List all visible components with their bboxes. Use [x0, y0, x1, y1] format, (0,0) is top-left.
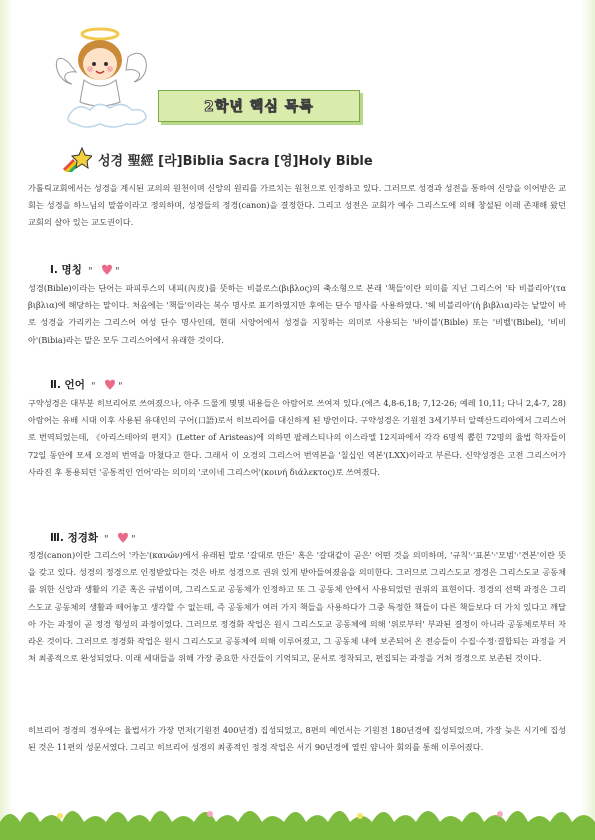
section-3-header — [50, 530, 138, 545]
right-border-decoration — [581, 0, 595, 840]
section-3-body-2: 히브리어 정경의 경우에는 율법서가 가장 먼저(기원전 400년경) 집성되었고, 8편의 예언서는 기원전 180년경에 집성되었으며, 가장 늦은 시기에 집성된 것은 11편의 성문서였다. 그리고 히브리어 성경의 최종적인 정경 작업은 서기 90년경에 열린 얌니아 회의를 통해 이루어졌다. — [28, 725, 566, 753]
svg-text:": " — [90, 380, 96, 392]
section-3-body: 정경(canon)이란 그리스어 '카논'(κανών)에서 유래된 말로 '갈대로 만든' 혹은 '갈대같이 곧은' 어떤 것을 의미하며, '규칙'·'표본'·'모범'·'견본'이란 뜻을 갖고 있다. 성경의 정경으로 인정받았다는 것은 바로 성경으로 권위 있게 받아들여졌음을 의미한다. 그러므로 그리스도교 정경은 그리스도교 공동체를 위한 신앙과 생활의 기준 혹은 규범이며, 그리스도교 공동체가 인정하고 또 그 공동체 안에서 사용되었던 권위의 표현이다. 정경의 선택 과정은 그리스도교 공동체의 생활과 떼어놓고 생각할 수 없는데, 즉 공동체가 여러 가지 책들을 사용하다가 그중 특정한 책들이 다른 책들보다 더 가치 있다고 깨달아 가는 과정이 곧 정경 형성의 과정이었다. 그러므로 정경화 작업은 원시 그리스도교 공동체에 의해 '위로부터' 부과된 결정이 아니라 공동체로부터 자라온 것이다. 그러므로 정경화 작업은 원시 그리스도교 공동체에 의해 이루어졌고, 그 공동체 내에 보존되어 온 전승들이 수집·수정·결합되는 과정을 거쳐 최종적으로 완성되었다. 미래 세대들을 위해 가장 중요한 사건들이 기억되고, 문서로 정착되고, 편집되는 과정을 거쳐 정경으로 보존된 것이다. — [28, 550, 566, 664]
page-title: 2학년 핵심 목록 — [204, 99, 314, 115]
section-2-header — [50, 377, 125, 392]
section-1-title: Ⅰ. 명칭 — [50, 264, 82, 276]
svg-text:": " — [104, 533, 109, 545]
section-2-body: 구약성경은 대부분 히브리어로 쓰여졌으나, 아주 드물게 몇몇 내용들은 아람어로 쓰여져 있다.(에즈 4,8-6,18; 7,12-26; 예레 10,11; 다니 2,4-7, 28) 아람어는 유배 시대 이후 사용된 유대인의 구어(口語)로서 히브리어를 대신하게 된 방언이다. 구약성경은 기원전 3세기부터 알렉산드리아에서 그리스어로 번역되었는데, 《아리스테아의 편지》(Letter of Aristeas)에 의하면 팔레스티나의 이스라엘 12지파에서 각각 6명씩 뽑힌 72명의 율법 학자들이 72일 동안에 모세 오경의 번역을 마쳤다고 한다. 그래서 이 오경의 그리스어 번역본을 '칠십인 역본'(LXX)이라고 부른다. 신약성경은 고전 그리스어가 사라진 후 통용되던 '공통적인 언어'라는 의미의 '코이네 그리스어'(κοινή διάλεκτος)로 쓰여졌다. — [28, 398, 566, 477]
svg-text:": " — [131, 533, 136, 545]
section-1-header — [50, 262, 122, 277]
svg-text:": " — [114, 265, 120, 277]
left-border-decoration — [0, 0, 14, 840]
heart-icon — [104, 531, 138, 545]
shooting-star-icon — [62, 146, 92, 172]
intro-paragraph: 가톨릭교회에서는 성경을 계시된 교의의 원천이며 신앙의 원리를 가르치는 원천으로 인정하고 있다. 그러므로 성경과 성전을 통하여 신앙을 이어받은 교회는 성경을 하느님의 말씀이라고 정의하며, 성경들의 정경(canon)을 결정한다. 그리고 성전은 교회가 예수 그리스도에 의해 창설된 이래 존재해 왔던 교회의 살아 있는 교도권이다. — [28, 183, 566, 228]
svg-text:": " — [87, 265, 93, 277]
svg-text:": " — [117, 380, 123, 392]
angel-illustration — [50, 22, 170, 132]
section-2-title: Ⅱ. 언어 — [50, 379, 85, 391]
section-3-title: Ⅲ. 정경화 — [50, 532, 98, 544]
title-banner — [158, 90, 360, 122]
heading-text: 성경 聖經 [라]Biblia Sacra [영]Holy Bible — [98, 153, 373, 169]
heart-icon — [91, 378, 125, 392]
section-1-body: 성경(Bible)이라는 단어는 파피루스의 내피(內皮)를 뜻하는 비블로스(βιβλος)의 축소형으로 본래 '책들'이란 의미를 지닌 그리스어 '타 비블리아'(τα βιβλια)에 해당하는 말이다. 처음에는 '책들'이라는 복수 명사로 표기하였지만 후에는 단수 명사를 사용하였다. '헤 비블리아'(ἡ βιβλια)라는 낱말이 바로 성경을 가리키는 그리스어 여성 단수 명사인데, 현대 서양어에서 성경을 지칭하는 의미로 사용되는 '바이블'(Bible) 또는 '비벨'(Bibel), '비비아'(Bibia)라는 말은 모두 그리스어에서 유래한 것이다. — [28, 283, 566, 345]
heart-icon — [88, 263, 122, 277]
grass-decoration — [0, 792, 595, 840]
main-heading — [62, 145, 373, 173]
